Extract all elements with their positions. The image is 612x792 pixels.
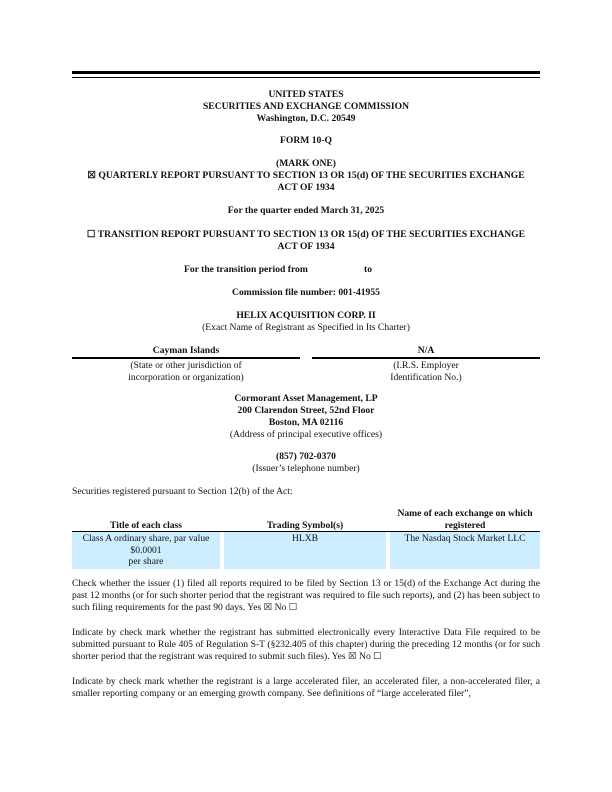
state-underline: [72, 357, 300, 359]
address-line-1: Cormorant Asset Management, LP: [234, 393, 378, 404]
table-row: [72, 532, 540, 569]
paragraph-reports-filed: Check whether the issuer (1) filed all reports required to be filed by Section 13 or 15(d) of the Exchange Act during the past 12 months (or for such shorter period that the registrant was required to file such reports), and (2) has been subject to such filing requirements for the past 90 days. Yes ☒ No ☐: [72, 578, 540, 614]
state-of-incorporation: Cayman Islands: [152, 345, 220, 356]
ein-caption-line-1: (I.R.S. Employer: [393, 360, 459, 371]
class-title-line-3: per share: [128, 556, 164, 567]
address-caption: (Address of principal executive offices): [229, 429, 383, 440]
securities-table: [72, 508, 540, 569]
cover-heading: [72, 89, 540, 125]
jurisdiction-row: [72, 345, 540, 385]
header-trading-symbol: Trading Symbol(s): [224, 508, 386, 532]
address-line-2: 200 Clarendon Street, 52nd Floor: [237, 405, 375, 416]
registrant-name-caption: (Exact Name of Registrant as Specified in Its Charter): [202, 322, 410, 333]
phone-number: (857) 702-0370: [276, 451, 336, 462]
top-thick-rule: [72, 71, 540, 74]
address-line-3: Boston, MA 02116: [268, 417, 344, 428]
agency-city: Washington, D.C. 20549: [256, 113, 356, 124]
country-name: UNITED STATES: [268, 89, 344, 100]
phone-block: [72, 451, 540, 475]
quarterly-report-block: [72, 158, 540, 194]
quarterly-report-checkbox-line: ☒ QUARTERLY REPORT PURSUANT TO SECTION 13 OR 15(d) OF THE SECURITIES EXCHANGE: [87, 170, 525, 181]
agency-name: SECURITIES AND EXCHANGE COMMISSION: [202, 101, 410, 112]
cell-exchange: The Nasdaq Stock Market LLC: [390, 532, 540, 569]
quarter-ended: For the quarter ended March 31, 2025: [227, 205, 385, 216]
transition-report-block: [72, 229, 540, 253]
header-title-of-class: Title of each class: [72, 508, 220, 532]
header-exchange: [390, 508, 540, 532]
transition-report-act: ACT OF 1934: [277, 241, 335, 252]
address-block: [72, 393, 540, 441]
registrant-name: HELIX ACQUISITION CORP. II: [236, 310, 376, 321]
state-caption-line-2: incorporation or organization): [128, 372, 244, 383]
quarterly-report-act: ACT OF 1934: [277, 182, 335, 193]
cell-class-title: [72, 532, 220, 569]
paragraph-filer-status: Indicate by check mark whether the registrant is a large accelerated filer, an accelerated filer, a non-accelerated filer, a smaller reporting company or an emerging growth company. See definitions of “large accelerated filer”,: [72, 676, 540, 700]
cell-trading-symbol: HLXB: [224, 532, 386, 569]
form-type: FORM 10-Q: [280, 135, 332, 146]
class-title-line-2: $0.0001: [130, 544, 162, 556]
header-exchange-line-2: registered: [444, 519, 486, 531]
ein-caption-line-2: Identification No.): [390, 372, 462, 383]
commission-file-number: Commission file number: 001-41955: [232, 287, 380, 298]
transition-period-from: For the transition period from: [184, 264, 308, 275]
state-caption-line-1: (State or other jurisdiction of: [130, 360, 242, 371]
state-caption: [72, 360, 300, 384]
ein-underline: [312, 357, 540, 359]
header-exchange-line-1: Name of each exchange on which: [397, 508, 533, 519]
mark-one: (MARK ONE): [276, 158, 336, 169]
securities-intro: Securities registered pursuant to Section 12(b) of the Act:: [72, 486, 293, 497]
top-thin-rule: [72, 77, 540, 78]
paragraph-interactive-data: Indicate by check mark whether the registrant has submitted electronically every Interactive Data File required to be submitted pursuant to Rule 405 of Regulation S-T (§232.405 of this chapter) during the preceding 12 months (or for such shorter period that the registrant was required to submit such files). Yes ☒ No ☐: [72, 627, 540, 663]
registrant-name-block: [72, 310, 540, 334]
securities-header-row: [72, 508, 540, 532]
transition-period-to: to: [364, 264, 372, 275]
class-title-line-1: Class A ordinary share, par value: [82, 533, 210, 544]
irs-employer-id: N/A: [417, 345, 435, 356]
transition-report-checkbox-line: ☐ TRANSITION REPORT PURSUANT TO SECTION 13 OR 15(d) OF THE SECURITIES EXCHANGE: [86, 229, 526, 240]
phone-caption: (Issuer’s telephone number): [252, 463, 360, 474]
ein-caption: [312, 360, 540, 384]
